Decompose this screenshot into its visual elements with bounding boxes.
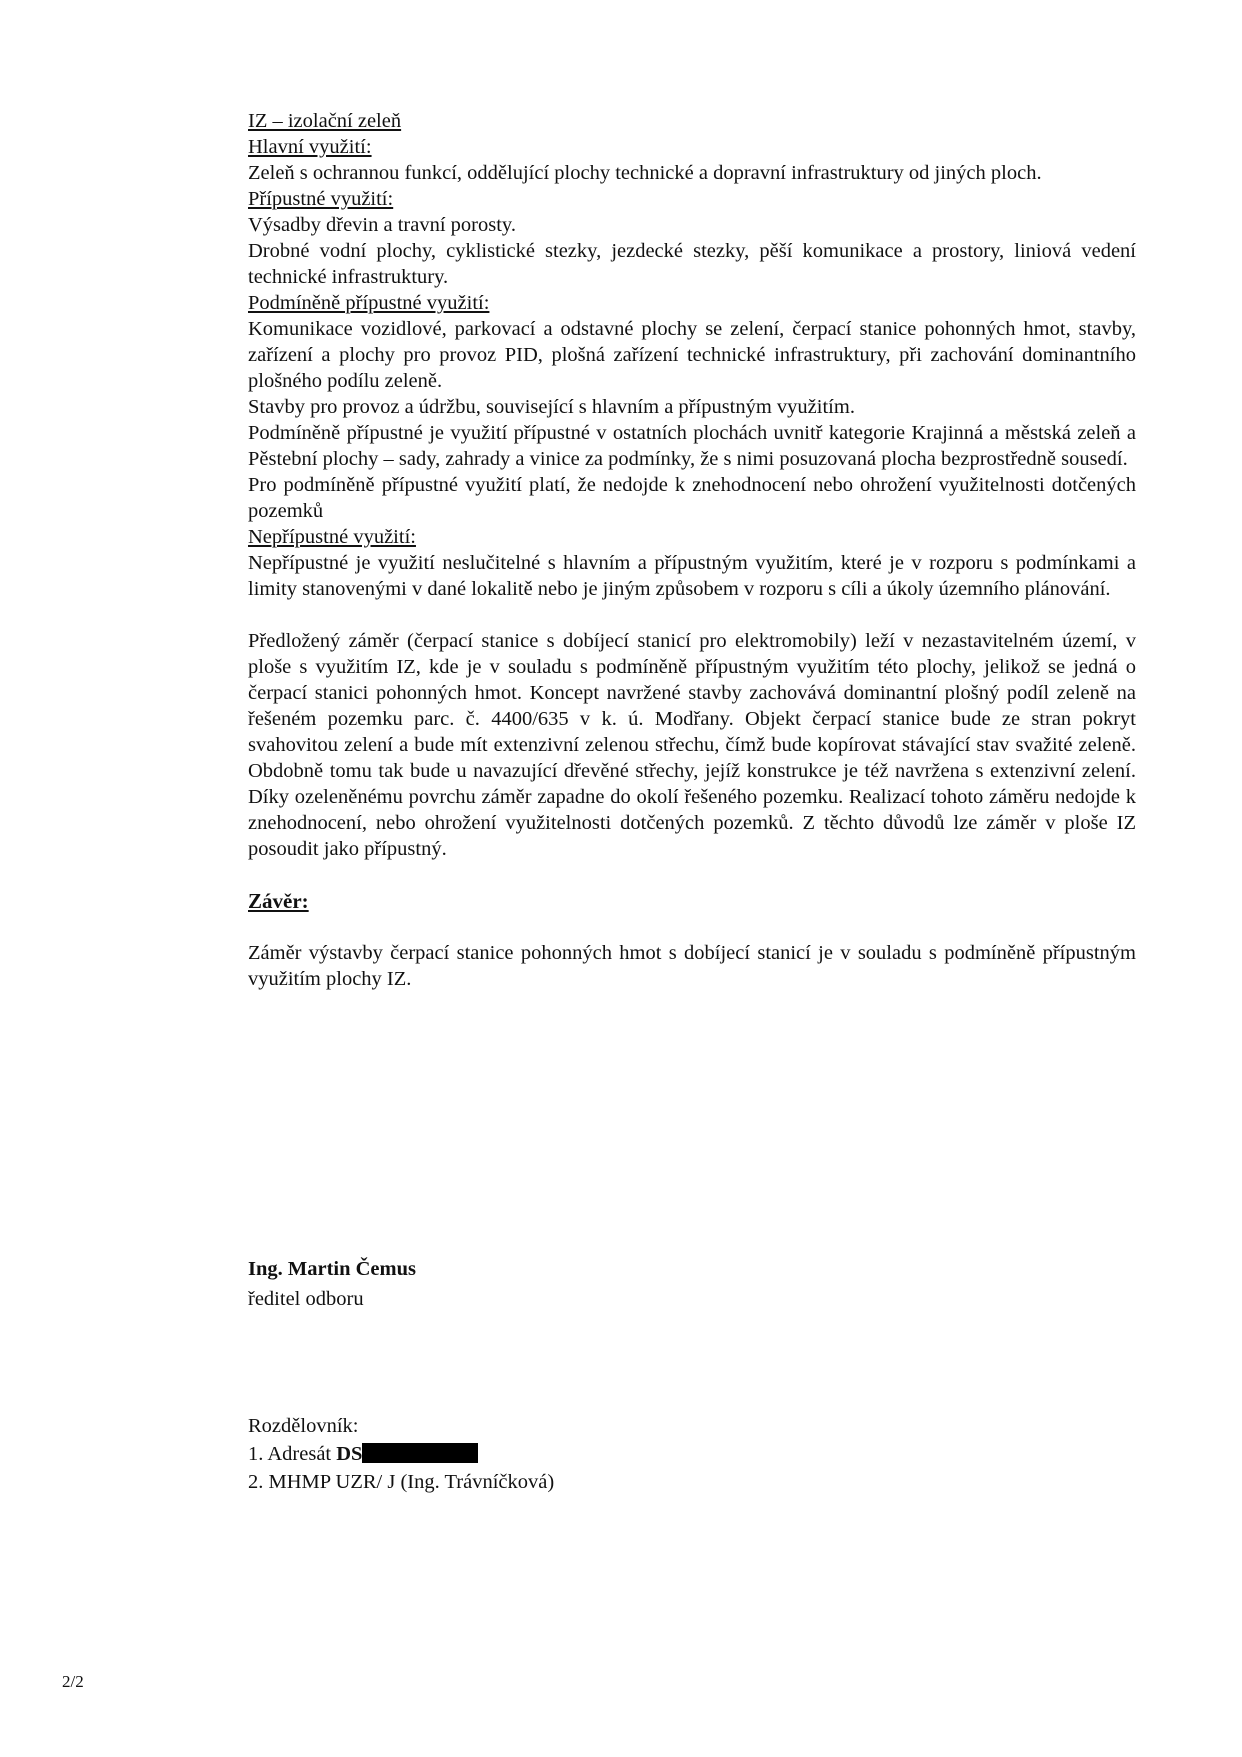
permitted-use-text-1: Výsadby dřevin a travní porosty. xyxy=(248,214,516,236)
section-title: IZ – izolační zeleň xyxy=(248,110,402,132)
document-body xyxy=(248,108,1136,992)
conditional-use-text-4: Pro podmíněně přípustné využití platí, že nedojde k znehodnocení nebo ohrožení využitelnosti dotčených pozemků xyxy=(248,474,1136,522)
forbidden-use-heading: Nepřípustné využití: xyxy=(248,526,416,548)
distribution-item-1-ds: DS xyxy=(336,1443,363,1465)
conclusion-heading: Závěr: xyxy=(248,889,309,913)
distribution-item-1 xyxy=(248,1440,554,1468)
conditional-use-text-1: Komunikace vozidlové, parkovací a odstavné plochy se zelení, čerpací stanice pohonných hmot, stavby, zařízení a plochy pro provoz PID, plošná zařízení technické infrastruktury, při zachování dominantního plošného podílu zeleně. xyxy=(248,318,1136,392)
signature-block xyxy=(248,1254,416,1314)
main-use-heading: Hlavní využití: xyxy=(248,136,372,158)
assessment-paragraph: Předložený záměr (čerpací stanice s dobíjecí stanicí pro elektromobily) leží v nezastavitelném území, v ploše s využitím IZ, kde je v souladu s podmíněně přípustným využitím této plochy, jelikož se jedná o čerpací stanici pohonných hmot. Koncept navržené stavby zachovává dominantní plošný podíl zeleně na řešeném pozemku parc. č. 4400/635 v k. ú. Modřany. Objekt čerpací stanice bude ze stran pokryt svahovitou zelení a bude mít extenzivní zelenou střechu, čímž bude kopírovat stávající stav svažité zeleně. Obdobně tomu tak bude u navazující dřevěné střechy, jejíž konstrukce je též navržena s extenzivní zelení. Díky ozeleněnému povrchu záměr zapadne do okolí řešeného pozemku. Realizací tohoto záměru nedojde k znehodnocení, nebo ohrožení využitelnosti dotčených pozemků. Z těchto důvodů lze záměr v ploše IZ posoudit jako přípustný. xyxy=(248,630,1136,860)
main-use-text: Zeleň s ochrannou funkcí, oddělující plochy technické a dopravní infrastruktury od jiných ploch. xyxy=(248,162,1042,184)
page-number: 2/2 xyxy=(62,1672,84,1691)
conditional-use-heading: Podmíněně přípustné využití: xyxy=(248,292,490,314)
permitted-use-heading: Přípustné využití: xyxy=(248,188,394,210)
conditional-use-text-2: Stavby pro provoz a údržbu, související s hlavním a přípustným využitím. xyxy=(248,396,855,418)
signatory-name: Ing. Martin Čemus xyxy=(248,1258,416,1280)
forbidden-use-text: Nepřípustné je využití neslučitelné s hlavním a přípustným využitím, které je v rozporu s podmínkami a limity stanovenými v dané lokalitě nebo je jiným způsobem v rozporu s cíli a úkoly územního plánování. xyxy=(248,552,1136,600)
signatory-role: ředitel odboru xyxy=(248,1288,364,1310)
redaction-bar xyxy=(362,1443,478,1463)
permitted-use-text-2: Drobné vodní plochy, cyklistické stezky, jezdecké stezky, pěší komunikace a prostory, liniová vedení technické infrastruktury. xyxy=(248,240,1136,288)
distribution-item-1-prefix: 1. Adresát xyxy=(248,1443,337,1465)
distribution-item-2: 2. MHMP UZR/ J (Ing. Trávníčková) xyxy=(248,1471,555,1493)
distribution-list xyxy=(248,1412,554,1496)
conclusion-text: Záměr výstavby čerpací stanice pohonných hmot s dobíjecí stanicí je v souladu s podmíněně přípustným využitím plochy IZ. xyxy=(248,942,1136,990)
distribution-heading: Rozdělovník: xyxy=(248,1415,359,1437)
conditional-use-text-3: Podmíněně přípustné je využití přípustné v ostatních plochách uvnitř kategorie Krajinná a městská zeleň a Pěstební plochy – sady, zahrady a vinice za podmínky, že s nimi posuzovaná plocha bezprostředně sousedí. xyxy=(248,422,1136,470)
